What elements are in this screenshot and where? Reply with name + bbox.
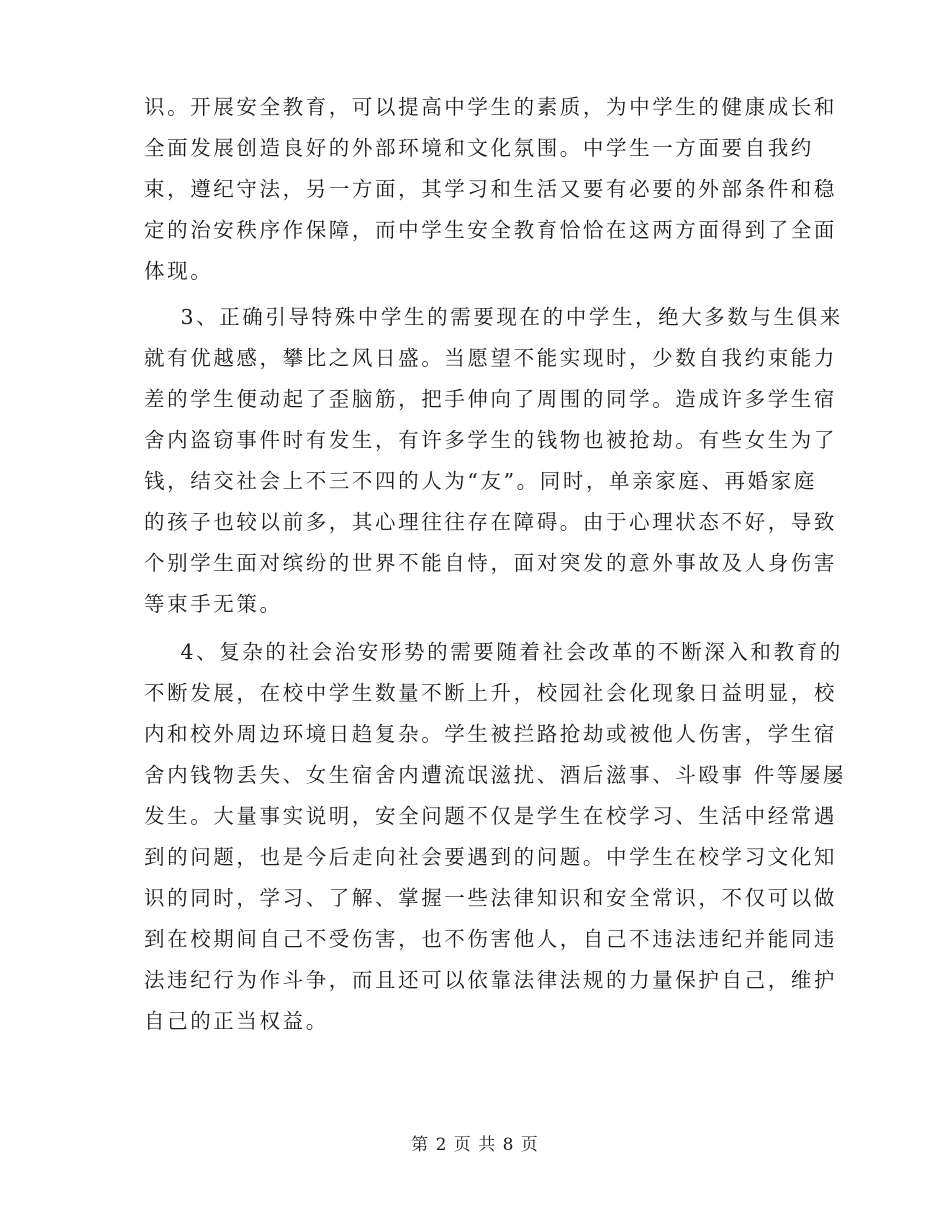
text-line: 不断发展，在校中学生数量不断上升，校园社会化现象日益明显，校 xyxy=(144,681,837,705)
text-line: 3、正确引导特殊中学生的需要现在的中学生，绝大多数与生俱来 xyxy=(144,305,843,329)
text-line: 束，遵纪守法，另一方面，其学习和生活又要有必要的外部条件和稳 xyxy=(144,177,837,201)
text-line: 发生。大量事实说明，安全问题不仅是学生在校学习、生活中经常遇 xyxy=(144,804,837,828)
text-line: 钱，结交社会上不三不四的人为“友”。同时，单亲家庭、再婚家庭 xyxy=(144,469,817,493)
text-line: 全面发展创造良好的外部环境和文化氛围。中学生一方面要自我约 xyxy=(144,136,814,160)
text-line: 自己的正当权益。 xyxy=(144,1009,329,1033)
page-footer: 第 2 页 共 8 页 xyxy=(411,1135,539,1155)
text-line: 个别学生面对缤纷的世界不能自恃，面对突发的意外事故及人身伤害 xyxy=(144,551,837,575)
text-line: 就有优越感，攀比之风日盛。当愿望不能实现时，少数自我约束能力 xyxy=(144,346,837,370)
text-line: 体现。 xyxy=(144,259,214,283)
text-line: 到的问题，也是今后走向社会要遇到的问题。中学生在校学习文化知 xyxy=(144,845,837,869)
text-line: 识。开展安全教育，可以提高中学生的素质，为中学生的健康成长和 xyxy=(144,95,837,119)
text-line: 识的同时，学习、了解、掌握一些法律知识和安全常识，不仅可以做 xyxy=(144,886,837,910)
text-line: 到在校期间自己不受伤害，也不伤害他人，自己不违法违纪并能同违 xyxy=(144,927,837,951)
text-line: 的孩子也较以前多，其心理往往存在障碍。由于心理状态不好，导致 xyxy=(144,510,837,534)
text-line: 法违纪行为作斗争，而且还可以依靠法律法规的力量保护自己，维护 xyxy=(144,968,837,992)
text-line: 内和校外周边环境日趋复杂。学生被拦路抢劫或被他人伤害，学生宿 xyxy=(144,722,837,746)
text-line: 差的学生便动起了歪脑筋，把手伸向了周围的同学。造成许多学生宿 xyxy=(144,387,837,411)
text-line: 定的治安秩序作保障，而中学生安全教育恰恰在这两方面得到了全面 xyxy=(144,218,837,242)
text-line: 舍内盗窃事件时有发生，有许多学生的钱物也被抢劫。有些女生为了 xyxy=(144,428,837,452)
text-line: 等束手无策。 xyxy=(144,592,283,616)
text-line: 舍内钱物丢失、女生宿舍内遭流氓滋扰、酒后滋事、斗殴事 件等屡屡 xyxy=(144,763,847,787)
text-line: 4、复杂的社会治安形势的需要随着社会改革的不断深入和教育的 xyxy=(144,640,843,664)
